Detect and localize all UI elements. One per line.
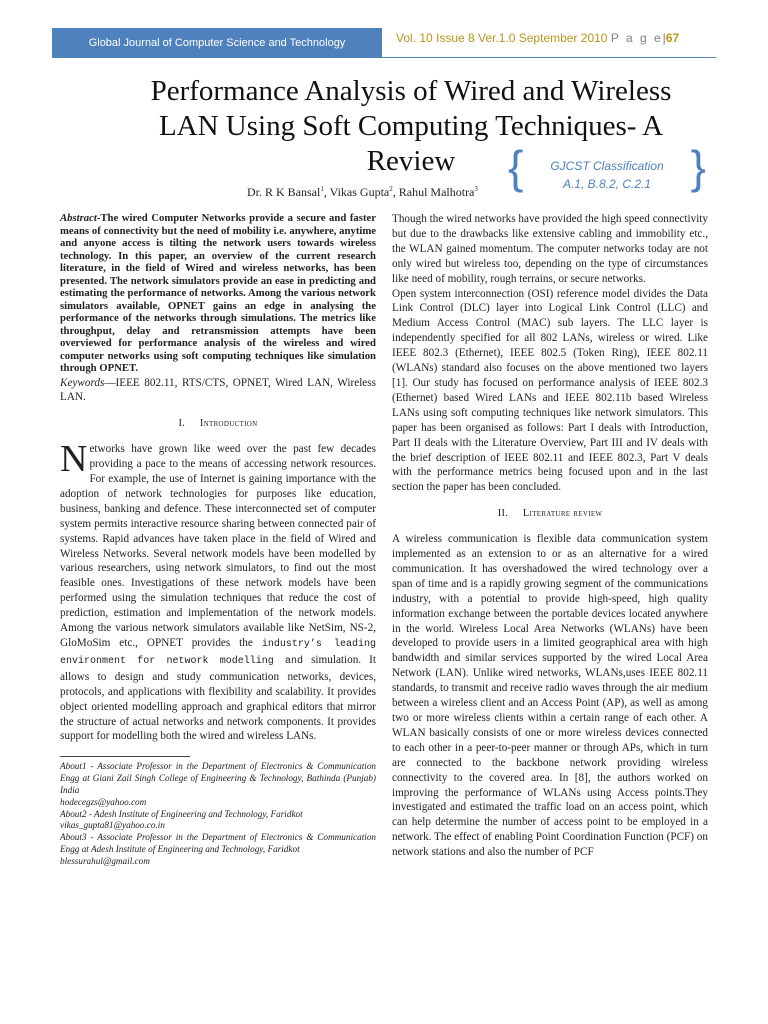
drop-cap: N <box>60 438 88 481</box>
volume-issue-date: Vol. 10 Issue 8 Ver.1.0 September 2010 <box>396 31 608 45</box>
introduction-paragraph <box>60 438 376 744</box>
footnote-rule <box>60 756 190 757</box>
title-line-2: LAN Using Soft Computing Techniques- A <box>158 110 664 142</box>
footnote-3: About3 - Associate Professor in the Department of Electronics & Communication Engg at Adesh Institute of Engineering and Technology, Faridkot <box>60 832 376 854</box>
title-line-1: Performance Analysis of Wired and Wireless <box>150 75 672 107</box>
left-brace-icon: { <box>508 141 524 193</box>
author-2-affil: 2 <box>389 185 393 193</box>
section-heading-introduction <box>60 417 376 432</box>
section-number: II. <box>497 508 509 520</box>
page-divider: | <box>662 31 666 45</box>
author-1: Dr. R K Bansal <box>247 185 321 199</box>
journal-header-band <box>52 28 382 58</box>
gjcst-classification <box>508 141 706 198</box>
footnote-2: About2 - Adesh Institute of Engineering and Technology, Faridkot <box>60 808 303 819</box>
footnote-1: About1 - Associate Professor in the Department of Electronics & Communication Engg at Giani Zail Singh College of Engineering & Technology, Bathinda (Punjab) India <box>60 761 376 795</box>
classification-label: GJCST Classification <box>550 159 664 173</box>
left-column <box>60 212 376 868</box>
keywords <box>60 376 376 406</box>
author-1-affil: 1 <box>320 185 324 193</box>
intro-text-2: simulation. It allows to design and study communication networks, devices, protocols, and applications with flexibility and scalability. It provides object oriented modelling approach and graphical editors that mirror the structure of actual networks and network components. It provides support for modelling both the wired and wireless LANs. <box>60 653 376 743</box>
abstract-text: The wired Computer Networks provide a secure and faster means of connectivity but the need of mobility i.e. anywhere, anytime and anyone access is tilting the network users towards wireless technology. In this paper, an overview of the current research literature, in the field of Wired and wireless networks, has been presented. The network simulators provide an ease in predicting and estimating the performance of networks. Among the various network simulators available, OPNET gains an edge in analysing the performance of the networks through simulations. The metrics like throughput, delay and retransmission attempts have been overviewed for performance analysis of the wireless and wired computer networks using soft computing techniques like simulation through OPNET. <box>60 212 376 374</box>
footnote-1-email: hodecegzs@yahoo.com <box>60 796 147 807</box>
author-2: , Vikas Gupta <box>323 185 390 199</box>
paragraph-osi-model: Open system interconnection (OSI) reference model divides the Data Link Control (DLC) layer into Logical Link Control (LLC) and Medium Access Control (MAC) sub layers. The LLC layer is independently specified for all 802 LANs, wireless or wired. Like IEEE 802.3 (Ethernet), IEEE 802.5 (Token Ring), IEEE 802.11 (WLANs) standard also focuses on the above mentioned two layers [1]. Our study has focused on performance analysis of IEEE 802.3 (Ethernet) based Wired LANs and IEEE 802.11b based Wireless LANs using soft computing techniques like network simulators. This paper has been organised as follows: Part I deals with Introduction, Part II deals with the Literature Overview, Part III and IV deals with the brief description of IEEE 802.11 and IEEE 802.3, Part V deals with the performance metrics being focused upon and in the last section the paper has been concluded. <box>392 287 708 494</box>
authors-line <box>247 185 478 200</box>
issue-info <box>396 31 679 45</box>
keywords-text: —IEEE 802.11, RTS/CTS, OPNET, Wired LAN, Wireless LAN. <box>60 376 376 404</box>
intro-text-1: etworks have grown like weed over the past few decades providing a pace to the means of accessing network resources. For example, the use of Internet is gaining importance with the adoption of network technologies for purposes like education, business, banking and defence. These interconnected set of computer system permits interactive resource sharing between connected pair of systems. Rapid advances have taken place in the field of Wired and Wireless Networks. Several network models have been modelled by various researchers, using network simulators, to find out the most feasible ones. Investigations of these network models have been performed using the simulation techniques that reduce the cost of prediction, estimation and implementation of the network models. Among the various network simulators available like NetSim, NS-2, GloMoSim etc., OPNET provides the <box>60 443 376 649</box>
intro-text-mono: industry’s leading environment for network modelling and <box>60 639 376 667</box>
abstract-lead: Abstract- <box>60 212 101 224</box>
title-line-3: Review <box>366 145 456 177</box>
right-brace-icon: } <box>690 141 706 193</box>
classification-codes: A.1, B.8.2, C.2.1 <box>562 177 652 191</box>
page-label: P a g e <box>610 31 663 45</box>
footnote-3-email: blessurahul@gmail.com <box>60 855 150 866</box>
page-number: 67 <box>665 31 680 45</box>
footnote-2-email: vikas_gupta81@yahoo.co.in <box>60 820 165 831</box>
header-rule <box>382 57 716 58</box>
journal-name: Global Journal of Computer Science and Technology <box>88 37 346 49</box>
author-3: , Rahul Malhotra <box>392 185 475 199</box>
section-number: I. <box>178 418 186 430</box>
abstract <box>60 212 376 375</box>
right-column <box>392 212 708 860</box>
section-title: Literature review <box>522 508 603 520</box>
section-heading-literature-review <box>392 507 708 522</box>
footnotes <box>60 761 376 867</box>
paragraph-wired-vs-wireless: Though the wired networks have provided the high speed connectivity but due to the drawbacks like extensive cabling and immobility etc., the WLAN gained momentum. The computer networks today are not only wired but wireless too, depending on the type of circumstances like need of mobility, rough terrains, or secure networks. <box>392 213 708 285</box>
keywords-lead: Keywords <box>60 376 105 389</box>
author-3-affil: 3 <box>474 185 478 193</box>
paragraph-literature-review: A wireless communication is flexible data communication system implemented as an extension to or as an alternative for a wired communication. It has overshadowed the wired technology over a span of time and is a rapidly growing segment of the communications industry, with a potential to provide high-speed, high quality information exchange between the portable devices located anywhere in the world. Wireless Local Area Networks (WLANs) have been developed to provide users in a limited geographical area with high bandwidth and similar services supported by the wired Local Area Network (LAN). Unlike wired networks, WLANs,uses IEEE 802.11 standards, to transmit and receive radio waves through the air medium between a wireless client and an Access Point (AP), as well as among two or more wireless clients within a certain range of each other. A WLAN basically consists of one or more wireless devices connected to each other in a peer-to-peer manner or through APs, which in turn are connected to the backbone network providing wireless connectivity to the covered area. In [8], the authors worked on improving the performance of WLANs using Access points.They investigated and estimated the traffic load on an access point, which can help determine the number of access point to be employed in a network. The effect of enabling Point Coordination Function (PCF) on network stations and also the number of PCF <box>392 533 708 859</box>
section-title: Introduction <box>199 418 258 430</box>
